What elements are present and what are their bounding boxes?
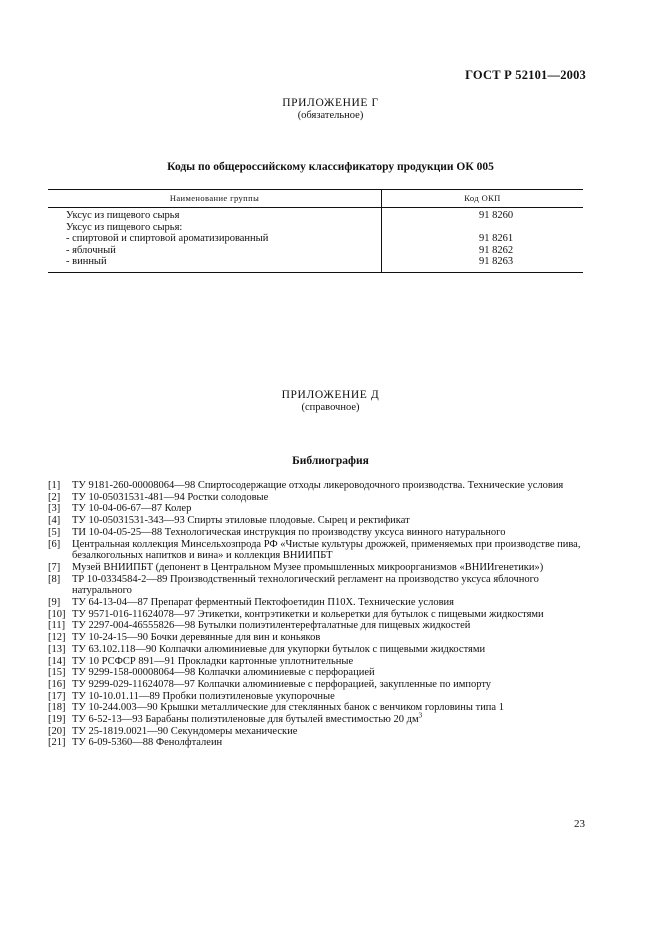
bib-number: [3] [48, 503, 61, 515]
bib-number: [19] [48, 714, 66, 726]
bib-number: [1] [48, 480, 61, 491]
bib-number: [5] [48, 526, 61, 538]
bib-number: [11] [48, 620, 66, 632]
list-item [48, 632, 588, 644]
bib-number: [8] [48, 573, 61, 585]
okp-codes-table [48, 189, 583, 273]
bib-number: [15] [48, 667, 66, 679]
bib-number: [20] [48, 725, 66, 737]
bib-text: ТУ 63.102.118—90 Колпачки алюминиевые для укупорки бутылок с пищевыми жидкостями [72, 643, 486, 655]
bib-text: ТУ 9181-260-00008064—98 Спиртосодержащие отходы ликероводочного производства. Технические условия [72, 480, 564, 491]
list-item [48, 574, 588, 597]
list-item [48, 597, 588, 609]
appendix-d-heading [0, 389, 661, 413]
bib-text: ТУ 10-05031531-481—94 Ростки солодовые [72, 491, 269, 503]
bibliography-title: Библиография [292, 455, 369, 467]
table-cell-name: - яблочный [66, 244, 116, 256]
bib-number: [9] [48, 597, 61, 609]
bib-number: [7] [48, 561, 61, 573]
list-item [48, 539, 588, 562]
bib-text: ТУ 9571-016-11624078—97 Этикетки, контрэтикетки и кольеретки для бутылок с пищевыми жидкостями [72, 608, 544, 620]
list-item [48, 737, 588, 749]
table-cell-code [382, 222, 583, 234]
standard-code: ГОСТ Р 52101—2003 [465, 68, 586, 82]
bib-text: ТУ 25-1819.0021—90 Секундомеры механические [72, 725, 298, 737]
bibliography-list [48, 480, 588, 749]
bib-text: ТУ 64-13-04—87 Препарат ферментный Пектофоетидин П10Х. Технические условия [72, 597, 454, 609]
bib-text: ТР 10-0334584-2—89 Производственный технологический регламент на производство уксуса яблочного натурального [72, 573, 539, 597]
bib-number: [13] [48, 643, 66, 655]
bib-number: [6] [48, 538, 61, 550]
bib-text: ТУ 10 РСФСР 891—91 Прокладки картонные уплотнительные [72, 655, 354, 667]
page-number: 23 [574, 818, 585, 830]
okp-codes-title: Коды по общероссийскому классификатору продукции ОК 005 [167, 161, 494, 173]
list-item [48, 503, 588, 515]
table-cell-code: 91 8260 [479, 210, 514, 221]
list-item [48, 711, 588, 726]
list-item [48, 527, 588, 539]
list-item [48, 644, 588, 656]
okp-code-column [382, 208, 583, 272]
appendix-g-title: ПРИЛОЖЕНИЕ Г [282, 97, 379, 109]
list-item [48, 562, 588, 574]
bib-text: ТУ 2297-004-46555826—98 Бутылки полиэтилентерефталатные для пищевых жидкостей [72, 620, 471, 632]
bib-number: [16] [48, 678, 66, 690]
list-item [48, 667, 588, 679]
table-cell-code: 91 8261 [479, 233, 514, 245]
bib-text: ТУ 9299-029-11624078—97 Колпачки алюминиевые с перфорацией, закупленные по импорту [72, 678, 492, 690]
bib-number: [10] [48, 608, 66, 620]
list-item [48, 691, 588, 703]
table-cell-name: - винный [66, 256, 107, 268]
bib-text [72, 711, 588, 726]
bib-number: [2] [48, 491, 61, 503]
bib-text-main: ТУ 6-52-13—93 Барабаны полиэтиленовые для бутылей вместимостью 20 дм [72, 714, 419, 726]
list-item [48, 492, 588, 504]
bib-text: Центральная коллекция Минсельхозпрода РФ «Чистые культуры дрожжей, применяемых при производстве пива, безалкогольных напитков и вина» и коллекция ВНИИПБТ [72, 538, 581, 562]
appendix-d-title: ПРИЛОЖЕНИЕ Д [281, 389, 380, 401]
appendix-d-subtitle: (справочное) [301, 402, 360, 413]
bib-number: [4] [48, 515, 61, 527]
bib-number: [14] [48, 655, 66, 667]
column-header-okp-code: Код ОКП [464, 193, 501, 203]
group-name-column [48, 208, 382, 272]
bib-text: ТУ 6-09-5360—88 Фенолфталеин [72, 737, 223, 749]
bib-number: [18] [48, 702, 66, 714]
column-header-group-name: Наименование группы [48, 190, 382, 207]
list-item [48, 726, 588, 738]
bib-text: ТИ 10-04-05-25—88 Технологическая инструкция по производству уксуса винного натурального [72, 526, 506, 538]
table-cell-code: 91 8262 [479, 244, 514, 256]
bib-number: [12] [48, 632, 66, 644]
table-body [48, 208, 583, 272]
appendix-g-heading [0, 97, 661, 121]
bib-number: [17] [48, 690, 66, 702]
bib-number: [21] [48, 737, 66, 749]
list-item [48, 620, 588, 632]
appendix-g-subtitle: (обязательное) [297, 110, 364, 121]
table-cell-name: Уксус из пищевого сырья [66, 210, 180, 221]
bib-text: ТУ 10-05031531-343—93 Спирты этиловые плодовые. Сырец и ректификат [72, 515, 410, 527]
list-item [48, 702, 588, 714]
list-item [48, 679, 588, 691]
bib-text: ТУ 10-244.003—90 Крышки металлические для стеклянных банок с венчиком горловины типа 1 [72, 702, 504, 714]
list-item [48, 609, 588, 621]
bib-text: ТУ 9299-158-00008064—98 Колпачки алюминиевые с перфорацией [72, 667, 375, 679]
table-header-row [48, 190, 583, 208]
list-item [48, 480, 588, 492]
table-cell-name: - спиртовой и спиртовой ароматизированный [66, 233, 269, 245]
list-item [48, 515, 588, 527]
superscript-exponent: 3 [418, 711, 423, 720]
list-item [48, 656, 588, 668]
bib-text: ТУ 10-10.01.11—89 Пробки полиэтиленовые укупорочные [72, 690, 335, 702]
table-cell-code: 91 8263 [479, 256, 514, 268]
table-cell-name: Уксус из пищевого сырья: [66, 221, 183, 233]
bib-text: ТУ 10-04-06-67—87 Колер [72, 503, 192, 515]
bib-text: Музей ВНИИПБТ (депонент в Центральном Музее промышленных микроорганизмов «ВНИИгенетики») [72, 561, 544, 573]
bib-text: ТУ 10-24-15—90 Бочки деревянные для вин и коньяков [72, 632, 321, 644]
